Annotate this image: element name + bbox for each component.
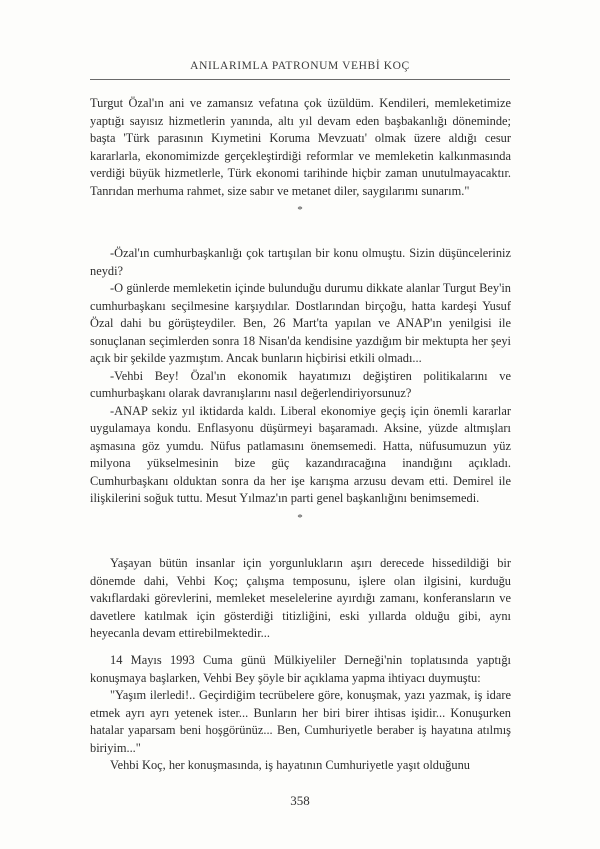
interview-answer-1: -O günlerde memleketin içinde bulunduğu durumu dikkate alanlar Turgut Bey'in cumhurbaşkanı seçilmesine karşıydılar. Dostlarından birçoğu, hatta kardeşi Yusuf Özal dahi bu görüşteydiler. Ben, 26 Mart'ta yapılan ve ANAP'ın yenilgisi ile sonuçlanan seçimlerden sonra 18 Nisan'da kendisine yazdığım bir mektupta her şeyi açık bir şekilde yazmıştım. Ancak bunların hiçbirisi etkili olmadı... [90,281,511,365]
running-header: ANILARIMLA PATRONUM VEHBİ KOÇ [190,60,410,72]
speech-quote-paragraph: "Yaşım ilerledi!.. Geçirdiğim tecrübelere göre, konuşmak, yazı yazmak, iş idare etmek ayrı ayrı yetenek ister... Bunların her biri birer ihtisas işidir... Konuşurken hatalar yaparsam beni hoşgörünüz... Ben, Cumhuriyetle beraber iş hayatına atılmış biriyim..." [90,688,511,755]
section-separator-1: * [297,204,303,216]
section-4 [90,652,511,775]
closing-paragraph: Vehbi Koç, her konuşmasında, iş hayatının Cumhuriyetle yaşıt olduğunu [110,758,470,772]
interview-answer-2: -ANAP sekiz yıl iktidarda kaldı. Liberal ekonomiye geçiş için önemli kararlar uygulamaya kondu. Enflasyonu düşürmeyi başaramadı. Aksine, yüzde altmışları aşmasına göz yumdu. Nüfus patlamasını önemsemedi. Hatta, nüfusumuzun yüz milyona yükselmesinin bize güç kazandıracağına inandığını açıkladı. Cumhurbaşkanı olduktan sonra da her işe karışma arzusu devam etti. Demirel ile ilişkilerini soğuk tuttu. Mesut Yılmaz'ın parti genel başkanlığını benimsemedi. [90,403,511,505]
page-number: 358 [290,793,310,808]
section-1 [90,95,511,200]
speech-intro-paragraph: 14 Mayıs 1993 Cuma günü Mülkiyeliler Derneği'nin toplatısında yaptığı konuşmaya başlarken, Vehbi Bey şöyle bir açıklama yapma ihtiyacı duymuştu: [90,653,511,685]
header-rule [90,79,510,80]
section-3 [90,555,511,643]
section-separator-2: * [297,512,303,524]
interview-question-1: -Özal'ın cumhurbaşkanlığı çok tartışılan bir konu olmuştu. Sizin düşünceleriniz neydi? [90,246,511,278]
narrative-paragraph: Yaşayan bütün insanlar için yorgunlukların aşırı derecede hissedildiği bir dönemde dahi, Vehbi Koç; çalışma temposunu, işlere olan ilgisini, kurduğu vakıflardaki görevlerini, memleket meselelerine ayırdığı zamanı, konferansların ve davetlere katılmak için gösterdiği titizliğini, eski yıllarda olduğu gibi, aynı heyecanla devam ettirebilmektedir... [90,556,511,640]
section-2 [90,245,511,508]
letter-closing-paragraph: Turgut Özal'ın ani ve zamansız vefatına çok üzüldüm. Kendileri, memleketimize yaptığı sayısız hizmetlerin yanında, altı yıl devam eden başbakanlığı döneminde; başta 'Türk parasının Kıymetini Koruma Mevzuatı' olmak üzere aldığı cesur kararlarla, ekonomimizde gerçekleştirdiği reformlar ve memleketin kalkınmasında verdiği büyük hizmetlerle, Türk ekonomi tarihinde hiçbir zaman unutulmayacaktır. Tanrıdan merhuma rahmet, size sabır ve metanet diler, saygılarımı sunarım." [90,96,511,198]
interview-question-2: -Vehbi Bey! Özal'ın ekonomik hayatımızı değiştiren politikalarını ve cumhurbaşkanı olarak davranışlarını nasıl değerlendiriyorsunuz? [90,368,511,400]
